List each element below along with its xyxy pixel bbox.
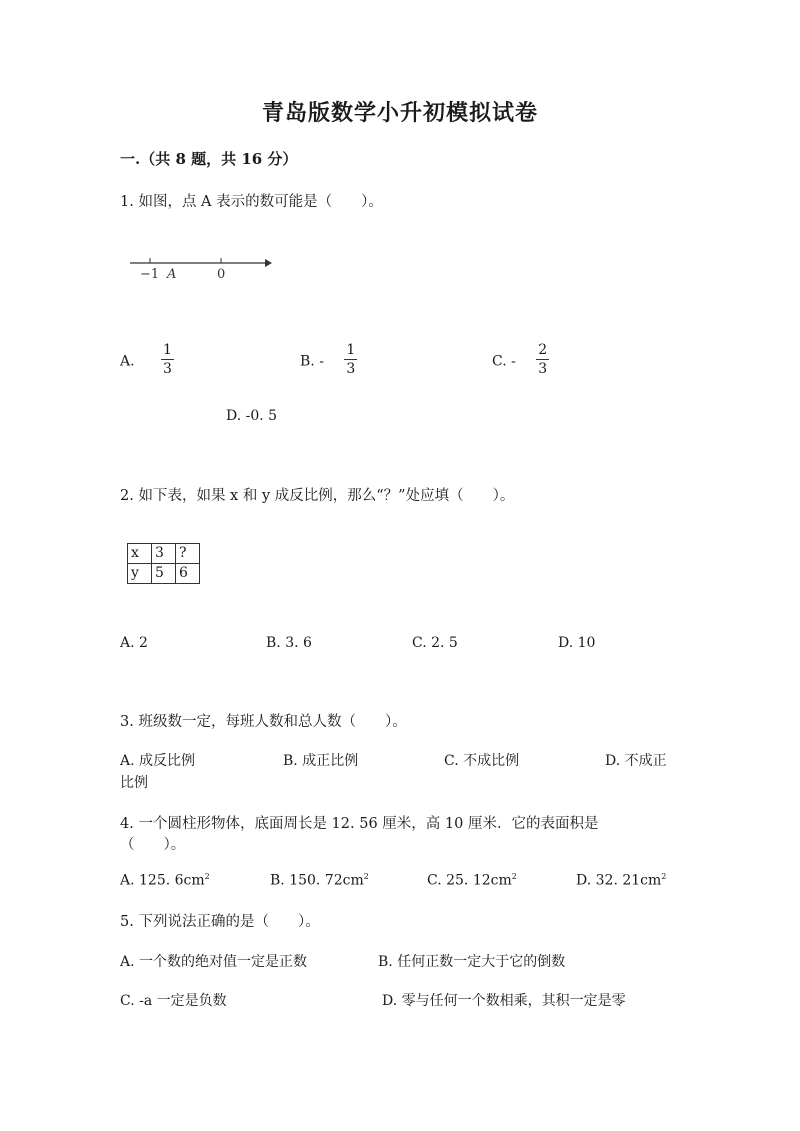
q3-option-d[interactable]: D. 不成正 (605, 753, 667, 769)
number-line-figure (120, 248, 280, 288)
fraction: $\frac{1}{3}$ (346, 342, 356, 377)
q1-option-b[interactable] (300, 342, 357, 377)
q2-option-b[interactable]: B. 3. 6 (266, 635, 312, 651)
q5-option-a[interactable]: A. 一个数的绝对值一定是正数 (120, 954, 308, 970)
q3-option-a[interactable]: A. 成反比例 (120, 753, 196, 769)
label-0: 0 (217, 267, 226, 282)
table-cell: 3 (152, 544, 176, 564)
table-cell: 6 (176, 564, 200, 584)
table-row (128, 564, 200, 584)
q4-option-c[interactable]: C. 25. $12cm^2$ (427, 872, 517, 889)
section-heading: 一.（共 8 题，共 16 分） (120, 150, 298, 168)
question-1-stem: 1. 如图，点 A 表示的数可能是（ ）。 (120, 194, 383, 210)
q1-option-d[interactable]: D. -0. 5 (226, 408, 278, 424)
xy-table (127, 543, 200, 584)
table-cell: ? (176, 544, 200, 564)
question-5-stem: 5. 下列说法正确的是（ ）。 (120, 914, 320, 930)
page-title: 青岛版数学小升初模拟试卷 (261, 100, 538, 126)
option-prefix: B. - (300, 353, 324, 370)
question-3-stem: 3. 班级数一定，每班人数和总人数（ ）。 (120, 714, 407, 730)
q2-option-c[interactable]: C. 2. 5 (412, 635, 458, 651)
table-cell: 5 (152, 564, 176, 584)
table-cell: x (128, 544, 152, 564)
q4-option-b[interactable]: B. 150. $72cm^2$ (270, 872, 369, 889)
option-prefix: A. (120, 353, 135, 370)
q5-option-c[interactable]: C. -a 一定是负数 (120, 993, 227, 1009)
question-4-stem-line2: （ ）。 (120, 837, 186, 853)
q1-option-c[interactable] (492, 342, 549, 377)
question-2-stem: 2. 如下表，如果 x 和 y 成反比例，那么“？”处应填（ ）。 (120, 488, 515, 504)
option-prefix: C. - (492, 353, 516, 370)
number-line-arrow (265, 259, 272, 267)
question-4-stem-line1: 4. 一个圆柱形物体，底面周长是 12. 56 厘米，高 10 厘米．它的表面积是 (120, 816, 599, 832)
q3-option-b[interactable]: B. 成正比例 (283, 753, 359, 769)
fraction: $\frac{2}{3}$ (538, 342, 548, 377)
q3-option-c[interactable]: C. 不成比例 (444, 753, 520, 769)
table-row (128, 544, 200, 564)
q5-option-d[interactable]: D. 零与任何一个数相乘，其积一定是零 (382, 993, 626, 1009)
q4-option-d[interactable]: D. 32. $21cm^2$ (576, 872, 667, 889)
label-A: A (167, 267, 177, 282)
table-cell: y (128, 564, 152, 584)
q3-option-d-wrap: 比例 (120, 775, 148, 791)
fraction: $\frac{1}{3}$ (163, 342, 172, 377)
q2-option-a[interactable]: A. 2 (120, 635, 148, 651)
q5-option-b[interactable]: B. 任何正数一定大于它的倒数 (378, 954, 566, 970)
q2-option-d[interactable]: D. 10 (558, 635, 596, 651)
label-neg1: −1 (140, 267, 160, 282)
q4-option-a[interactable]: A. 125. $6cm^2$ (120, 872, 210, 889)
q1-option-a[interactable] (120, 342, 174, 377)
